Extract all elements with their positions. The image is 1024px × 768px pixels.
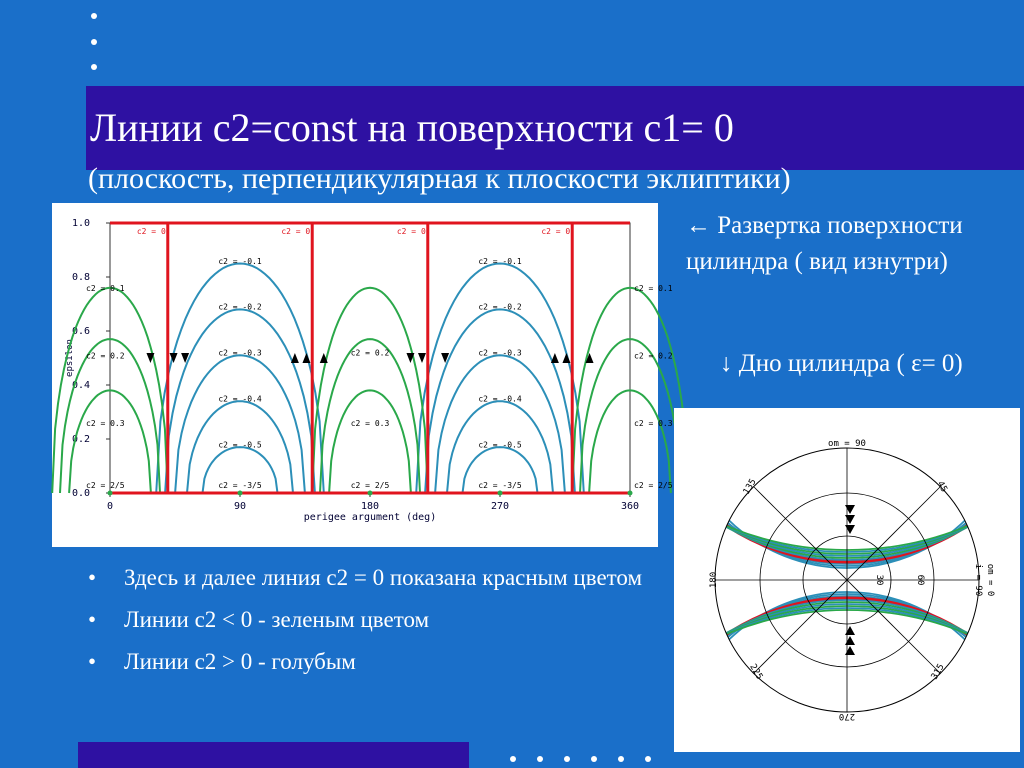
disk-arrow (845, 636, 855, 645)
arch-c2-label: c2 = -0.2 (478, 302, 522, 312)
disk-label: om = 90 (828, 439, 866, 449)
direction-arrow (302, 353, 310, 363)
bullet-item (88, 604, 648, 636)
note-unfold (686, 208, 963, 280)
zero-line-label: c2 = 0 (281, 227, 311, 236)
zero-line-label: c2 = 0 (541, 227, 571, 236)
bullet-text: Линии c2 < 0 - зеленым цветом (124, 607, 430, 632)
disk-label: 45 (934, 479, 949, 495)
disk-level-arc (661, 594, 1024, 768)
slide-subtitle: (плоскость, перпендикулярная к плоскости эклиптики) (88, 162, 791, 195)
level-curve (320, 339, 420, 493)
disk-arrow (845, 515, 855, 524)
x-tick-label: 180 (360, 501, 380, 512)
disk-svg (674, 408, 1020, 752)
axis-marker (628, 491, 633, 496)
plot-frame (110, 223, 630, 493)
disk-arrow (845, 626, 855, 635)
arch-c2-label: c2 = -0.1 (218, 256, 262, 266)
x-axis-label: perigee argument (deg) (303, 512, 437, 523)
bullet-mark: • (88, 607, 97, 632)
bullet-text: Здесь и далее линия c2 = 0 показана красным цветом (124, 565, 643, 590)
y-tick-label: 0.4 (71, 380, 90, 391)
disk-label: 180 (709, 571, 719, 589)
unfold-chart-svg (52, 203, 673, 547)
decor-dot (537, 756, 543, 762)
decor-dot (91, 39, 97, 45)
right-c2-label: c2 = 2/5 (634, 480, 673, 490)
bullet-mark: • (88, 565, 97, 590)
level-curve (329, 390, 411, 493)
cylinder-bottom-diagram (674, 408, 1020, 752)
arch-c2-label: c2 = -0.3 (218, 348, 262, 358)
slide-title: Линии c2=const на поверхности c1= 0 (90, 105, 734, 150)
y-tick-label: 0.2 (71, 434, 90, 445)
level-curve (435, 355, 565, 493)
y-tick-label: 0.6 (71, 326, 90, 337)
direction-arrow (291, 353, 299, 363)
disk-label: 135 (741, 477, 759, 497)
y-tick-label: 0.8 (71, 272, 90, 283)
disk-level-arc (613, 600, 1024, 768)
axis-marker (238, 491, 243, 496)
decor-dot (618, 756, 624, 762)
note-unfold-line1: ← Развертка поверхности (686, 212, 963, 239)
mid-c2-label: c2 = 0.3 (350, 418, 390, 428)
note-bottom: ↓ Дно цилиндра ( ε= 0) (720, 350, 963, 377)
arch-c2-label: c2 = -0.5 (478, 440, 522, 450)
axis-marker (498, 491, 503, 496)
arch-c2-label: c2 = -0.4 (218, 394, 262, 404)
arch-c2-label: c2 = -3/5 (218, 480, 262, 490)
axis-marker (108, 491, 113, 496)
direction-arrow (551, 353, 559, 363)
bullet-text: Линии c2 > 0 - голубым (124, 649, 356, 674)
unfold-chart (52, 203, 673, 547)
bullet-mark: • (88, 649, 97, 674)
note-unfold-line2: цилиндра ( вид изнутри) (686, 248, 948, 275)
left-c2-label: c2 = 0.3 (86, 418, 125, 428)
direction-arrow (418, 353, 426, 363)
y-tick-label: 1.0 (71, 218, 90, 229)
disk-label: 270 (838, 711, 856, 721)
x-tick-label: 270 (490, 501, 510, 512)
disk-label: 225 (747, 662, 765, 682)
arch-c2-label: c2 = -3/5 (478, 480, 522, 490)
direction-arrow (562, 353, 570, 363)
disk-arrow (845, 525, 855, 534)
disk-level-arc (597, 602, 1024, 768)
right-c2-label: c2 = 0.1 (634, 283, 673, 293)
arch-c2-label: c2 = -0.2 (218, 302, 262, 312)
left-c2-label: c2 = 0.1 (86, 283, 125, 293)
decor-dot (564, 756, 570, 762)
left-c2-label: c2 = 2/5 (86, 480, 125, 490)
arch-c2-label: c2 = -0.3 (478, 348, 522, 358)
bullet-item (88, 562, 648, 594)
decor-dot (591, 756, 597, 762)
mid-c2-label: c2 = 0.2 (350, 348, 390, 358)
right-c2-label: c2 = 0.3 (634, 418, 673, 428)
mid-c2-label: c2 = 2/5 (350, 480, 390, 490)
decor-dot (645, 756, 651, 762)
x-tick-label: 360 (620, 501, 640, 512)
level-curve (175, 355, 305, 493)
zero-line-label: c2 = 0 (136, 227, 166, 236)
x-tick-label: 90 (233, 501, 247, 512)
disk-arrow (845, 646, 855, 655)
axis-marker (368, 491, 373, 496)
disk-label: i = 90 (973, 563, 983, 597)
disk-arrow (845, 505, 855, 514)
arch-c2-label: c2 = -0.5 (218, 440, 262, 450)
right-c2-label: c2 = 0.2 (634, 351, 673, 361)
decor-dot (91, 64, 97, 70)
decor-dot (510, 756, 516, 762)
y-tick-label: 0.0 (71, 488, 90, 499)
bullet-item (88, 646, 648, 678)
y-axis-label: epsilon (65, 339, 75, 377)
bullet-list (88, 562, 648, 688)
arch-c2-label: c2 = -0.4 (478, 394, 522, 404)
disk-label: 30 (874, 574, 884, 586)
x-tick-label: 0 (106, 501, 114, 512)
decor-dot (91, 13, 97, 19)
disk-level-arc (629, 598, 1024, 768)
zero-line-label: c2 = 0 (396, 227, 426, 236)
disk-label: 60 (915, 574, 925, 586)
footer-band (78, 742, 469, 768)
left-c2-label: c2 = 0.2 (86, 351, 125, 361)
disk-label: 315 (929, 662, 947, 682)
disk-label: om = 0 (985, 563, 995, 597)
arch-c2-label: c2 = -0.1 (478, 256, 522, 266)
